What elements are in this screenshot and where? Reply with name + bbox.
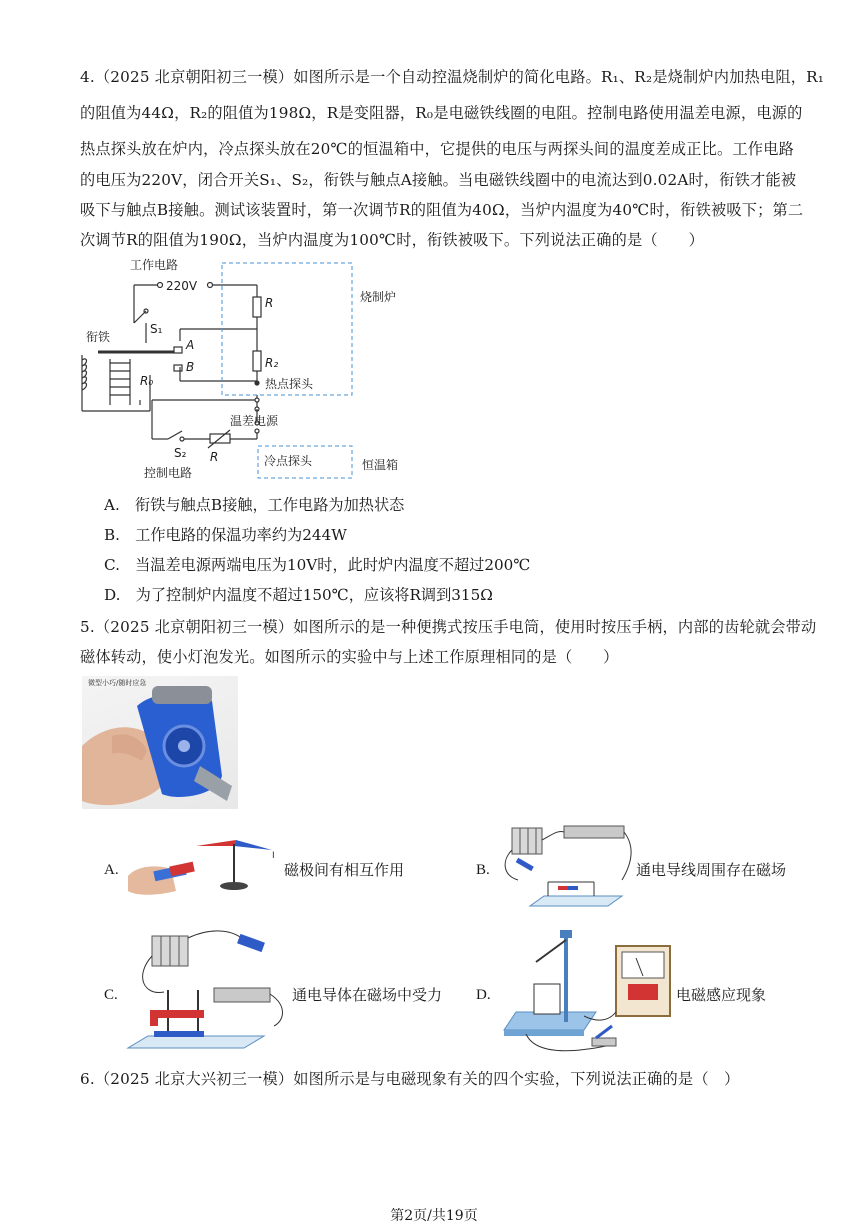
option-b-caption: 通电导线周围存在磁场 <box>636 861 787 879</box>
label-r0: R₀ <box>140 374 154 388</box>
page-footer: 第2页/共19页 <box>390 1208 478 1224</box>
magnet-needle-image <box>126 836 281 898</box>
label-hot-probe: 热点探头 <box>265 377 314 391</box>
svg-text:I: I <box>272 851 275 861</box>
label-cold-probe: 冷点探头 <box>264 454 313 468</box>
option-letter: B. <box>476 862 490 878</box>
q4-line-4: 的电压为220V，闭合开关S₁、S₂，衔铁与触点A接触。当电磁铁线圈中的电流达到0.02A时，衔铁才能被 <box>80 171 797 189</box>
label-control-circuit: 控制电路 <box>144 466 193 480</box>
q4-line-6: 次调节R的阻值为190Ω，当炉内温度为100℃时，衔铁被吸下。下列说法正确的是（ ） <box>80 231 704 249</box>
q5-line-2: 磁体转动，使小灯泡发光。如图所示的实验中与上述工作原理相同的是（ ） <box>80 648 619 666</box>
label-r2: R₂ <box>265 356 279 370</box>
label-work-circuit: 工作电路 <box>130 258 179 272</box>
option-a-caption: 磁极间有相互作用 <box>284 861 405 879</box>
flashlight-photo <box>82 676 238 809</box>
label-voltage: 220V <box>166 279 198 293</box>
label-furnace: 烧制炉 <box>360 290 397 304</box>
label-b: B <box>186 360 195 374</box>
option-c-caption: 通电导体在磁场中受力 <box>292 986 443 1004</box>
circuit-diagram <box>70 255 400 485</box>
oersted-experiment-image <box>498 820 636 918</box>
label-r-var: R <box>210 450 219 464</box>
option-letter: C. <box>104 987 118 1003</box>
q4-option-a[interactable]: A. 衔铁与触点B接触，工作电路为加热状态 <box>104 496 405 514</box>
label-thermo-source: 温差电源 <box>230 414 279 428</box>
q4-line-1: 4.（2025 北京朝阳初三一模）如图所示是一个自动控温烧制炉的简化电路。R₁、R₂是烧制炉内加热电阻，R₁ <box>80 68 825 86</box>
flashlight-image <box>82 676 238 809</box>
q4-line-5: 吸下与触点B接触。测试该装置时，第一次调节R的阻值为40Ω，当炉内温度为40℃时，衔铁被吸下；第二 <box>80 201 804 219</box>
motor-principle-image <box>124 926 288 1054</box>
photo-tag: 微型小巧/随时应急 <box>88 679 147 687</box>
option-letter: D. <box>476 987 491 1003</box>
option-d-caption: 电磁感应现象 <box>676 986 767 1004</box>
q4-option-b[interactable]: B. 工作电路的保温功率约为244W <box>104 526 347 544</box>
option-letter: A. <box>104 862 119 878</box>
q4-option-c[interactable]: C. 当温差电源两端电压为10V时，此时炉内温度不超过200℃ <box>104 556 531 574</box>
label-a: A <box>186 338 195 352</box>
label-armature: 衔铁 <box>86 330 111 344</box>
q5-line-1: 5.（2025 北京朝阳初三一模）如图所示的是一种便携式按压手电筒，使用时按压手柄，内部的齿轮就会带动 <box>80 618 817 636</box>
label-thermostat-box: 恒温箱 <box>362 458 399 472</box>
label-s2: S₂ <box>174 446 187 460</box>
q6-line-1: 6.（2025 北京大兴初三一模）如图所示是与电磁现象有关的四个实验，下列说法正确的是（ ） <box>80 1070 740 1088</box>
q4-line-3: 热点探头放在炉内，冷点探头放在20℃的恒温箱中，它提供的电压与两探头间的温度差成正比。工作电路 <box>80 140 794 158</box>
q4-line-2: 的阻值为44Ω，R₂的阻值为198Ω，R是变阻器，R₀是电磁铁线圈的电阻。控制电路使用温差电源，电源的 <box>80 104 803 122</box>
label-s1: S₁ <box>150 322 163 336</box>
q4-option-d[interactable]: D. 为了控制炉内温度不超过150℃，应该将R调到315Ω <box>104 586 493 604</box>
label-r-top: R <box>265 296 274 310</box>
induction-experiment-image <box>496 926 672 1056</box>
